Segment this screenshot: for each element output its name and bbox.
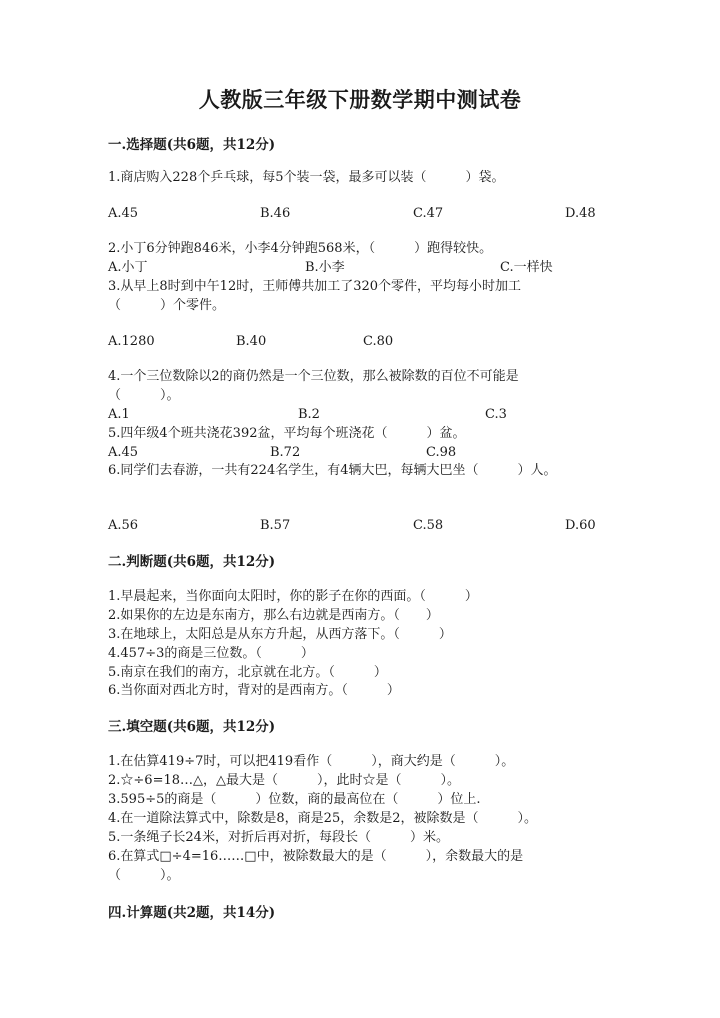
section-heading-calc: 四.计算题(共2题，共14分) (108, 905, 276, 921)
question-text: 3.从早上8时到中午12时，王师傅共加工了320个零件，平均每小时加工 (108, 279, 522, 294)
option: B.46 (260, 206, 291, 221)
list-item: 4.在一道除法算式中，除数是8，商是25，余数是2，被除数是（ ）。 (108, 811, 537, 826)
question-text: 2.小丁6分钟跑846米，小李4分钟跑568米，（ ）跑得较快。 (108, 241, 493, 256)
list-item: 6.当你面对西北方时，背对的是西南方。（ ） (108, 683, 400, 698)
option: C.47 (413, 206, 444, 221)
list-item: 3.595÷5的商是（ ）位数，商的最高位在（ ）位上. (108, 792, 481, 807)
list-item: 2.☆÷6=18…△，△最大是（ ），此时☆是（ ）。 (108, 773, 460, 788)
option: D.48 (565, 206, 596, 221)
list-item-continued: （ ）。 (108, 868, 180, 883)
list-item: 5.南京在我们的南方，北京就在北方。（ ） (108, 665, 387, 680)
section-heading-choice: 一.选择题(共6题，共12分) (108, 137, 276, 153)
section-heading-judgment: 二.判断题(共6题，共12分) (108, 554, 276, 570)
option: B.2 (298, 407, 320, 422)
question-text-continued: （ ）个零件。 (108, 298, 226, 313)
option: A.1 (108, 407, 130, 422)
option: C.80 (363, 334, 394, 349)
option: A.1280 (108, 334, 155, 349)
option: C.58 (413, 518, 444, 533)
list-item: 1.早晨起来，当你面向太阳时，你的影子在你的西面。（ ） (108, 589, 478, 604)
option: B.40 (236, 334, 267, 349)
option: C.98 (426, 445, 457, 460)
list-item: 4.457÷3的商是三位数。（ ） (108, 646, 314, 661)
question-text: 5.四年级4个班共浇花392盆，平均每个班浇花（ ）盆。 (108, 426, 466, 441)
list-item: 1.在估算419÷7时，可以把419看作（ ），商大约是（ ）。 (108, 754, 515, 769)
option: D.60 (565, 518, 596, 533)
list-item: 6.在算式□÷4=16……□中，被除数最大的是（ ），余数最大的是 (108, 849, 524, 864)
option: C.一样快 (500, 260, 553, 275)
list-item: 3.在地球上，太阳总是从东方升起，从西方落下。（ ） (108, 627, 452, 642)
option: A.45 (108, 206, 139, 221)
page-title: 人教版三年级下册数学期中测试卷 (198, 87, 522, 112)
question-text: 6.同学们去春游，一共有224名学生，有4辆大巴，每辆大巴坐（ ）人。 (108, 463, 557, 478)
option: B.57 (260, 518, 291, 533)
list-item: 2.如果你的左边是东南方，那么右边就是西南方。（ ） (108, 608, 439, 623)
question-text-continued: （ ）。 (108, 388, 180, 403)
section-heading-fill: 三.填空题(共6题，共12分) (108, 719, 276, 735)
option: B.72 (270, 445, 301, 460)
question-text: 4.一个三位数除以2的商仍然是一个三位数，那么被除数的百位不可能是 (108, 369, 519, 384)
list-item: 5.一条绳子长24米，对折后再对折，每段长（ ）米。 (108, 830, 449, 845)
option: A.45 (108, 445, 139, 460)
option: B.小李 (305, 260, 345, 275)
question-text: 1.商店购入228个乒乓球，每5个装一袋，最多可以装（ ）袋。 (108, 170, 505, 185)
option: A.56 (108, 518, 139, 533)
option: A.小丁 (108, 260, 148, 275)
option: C.3 (485, 407, 507, 422)
